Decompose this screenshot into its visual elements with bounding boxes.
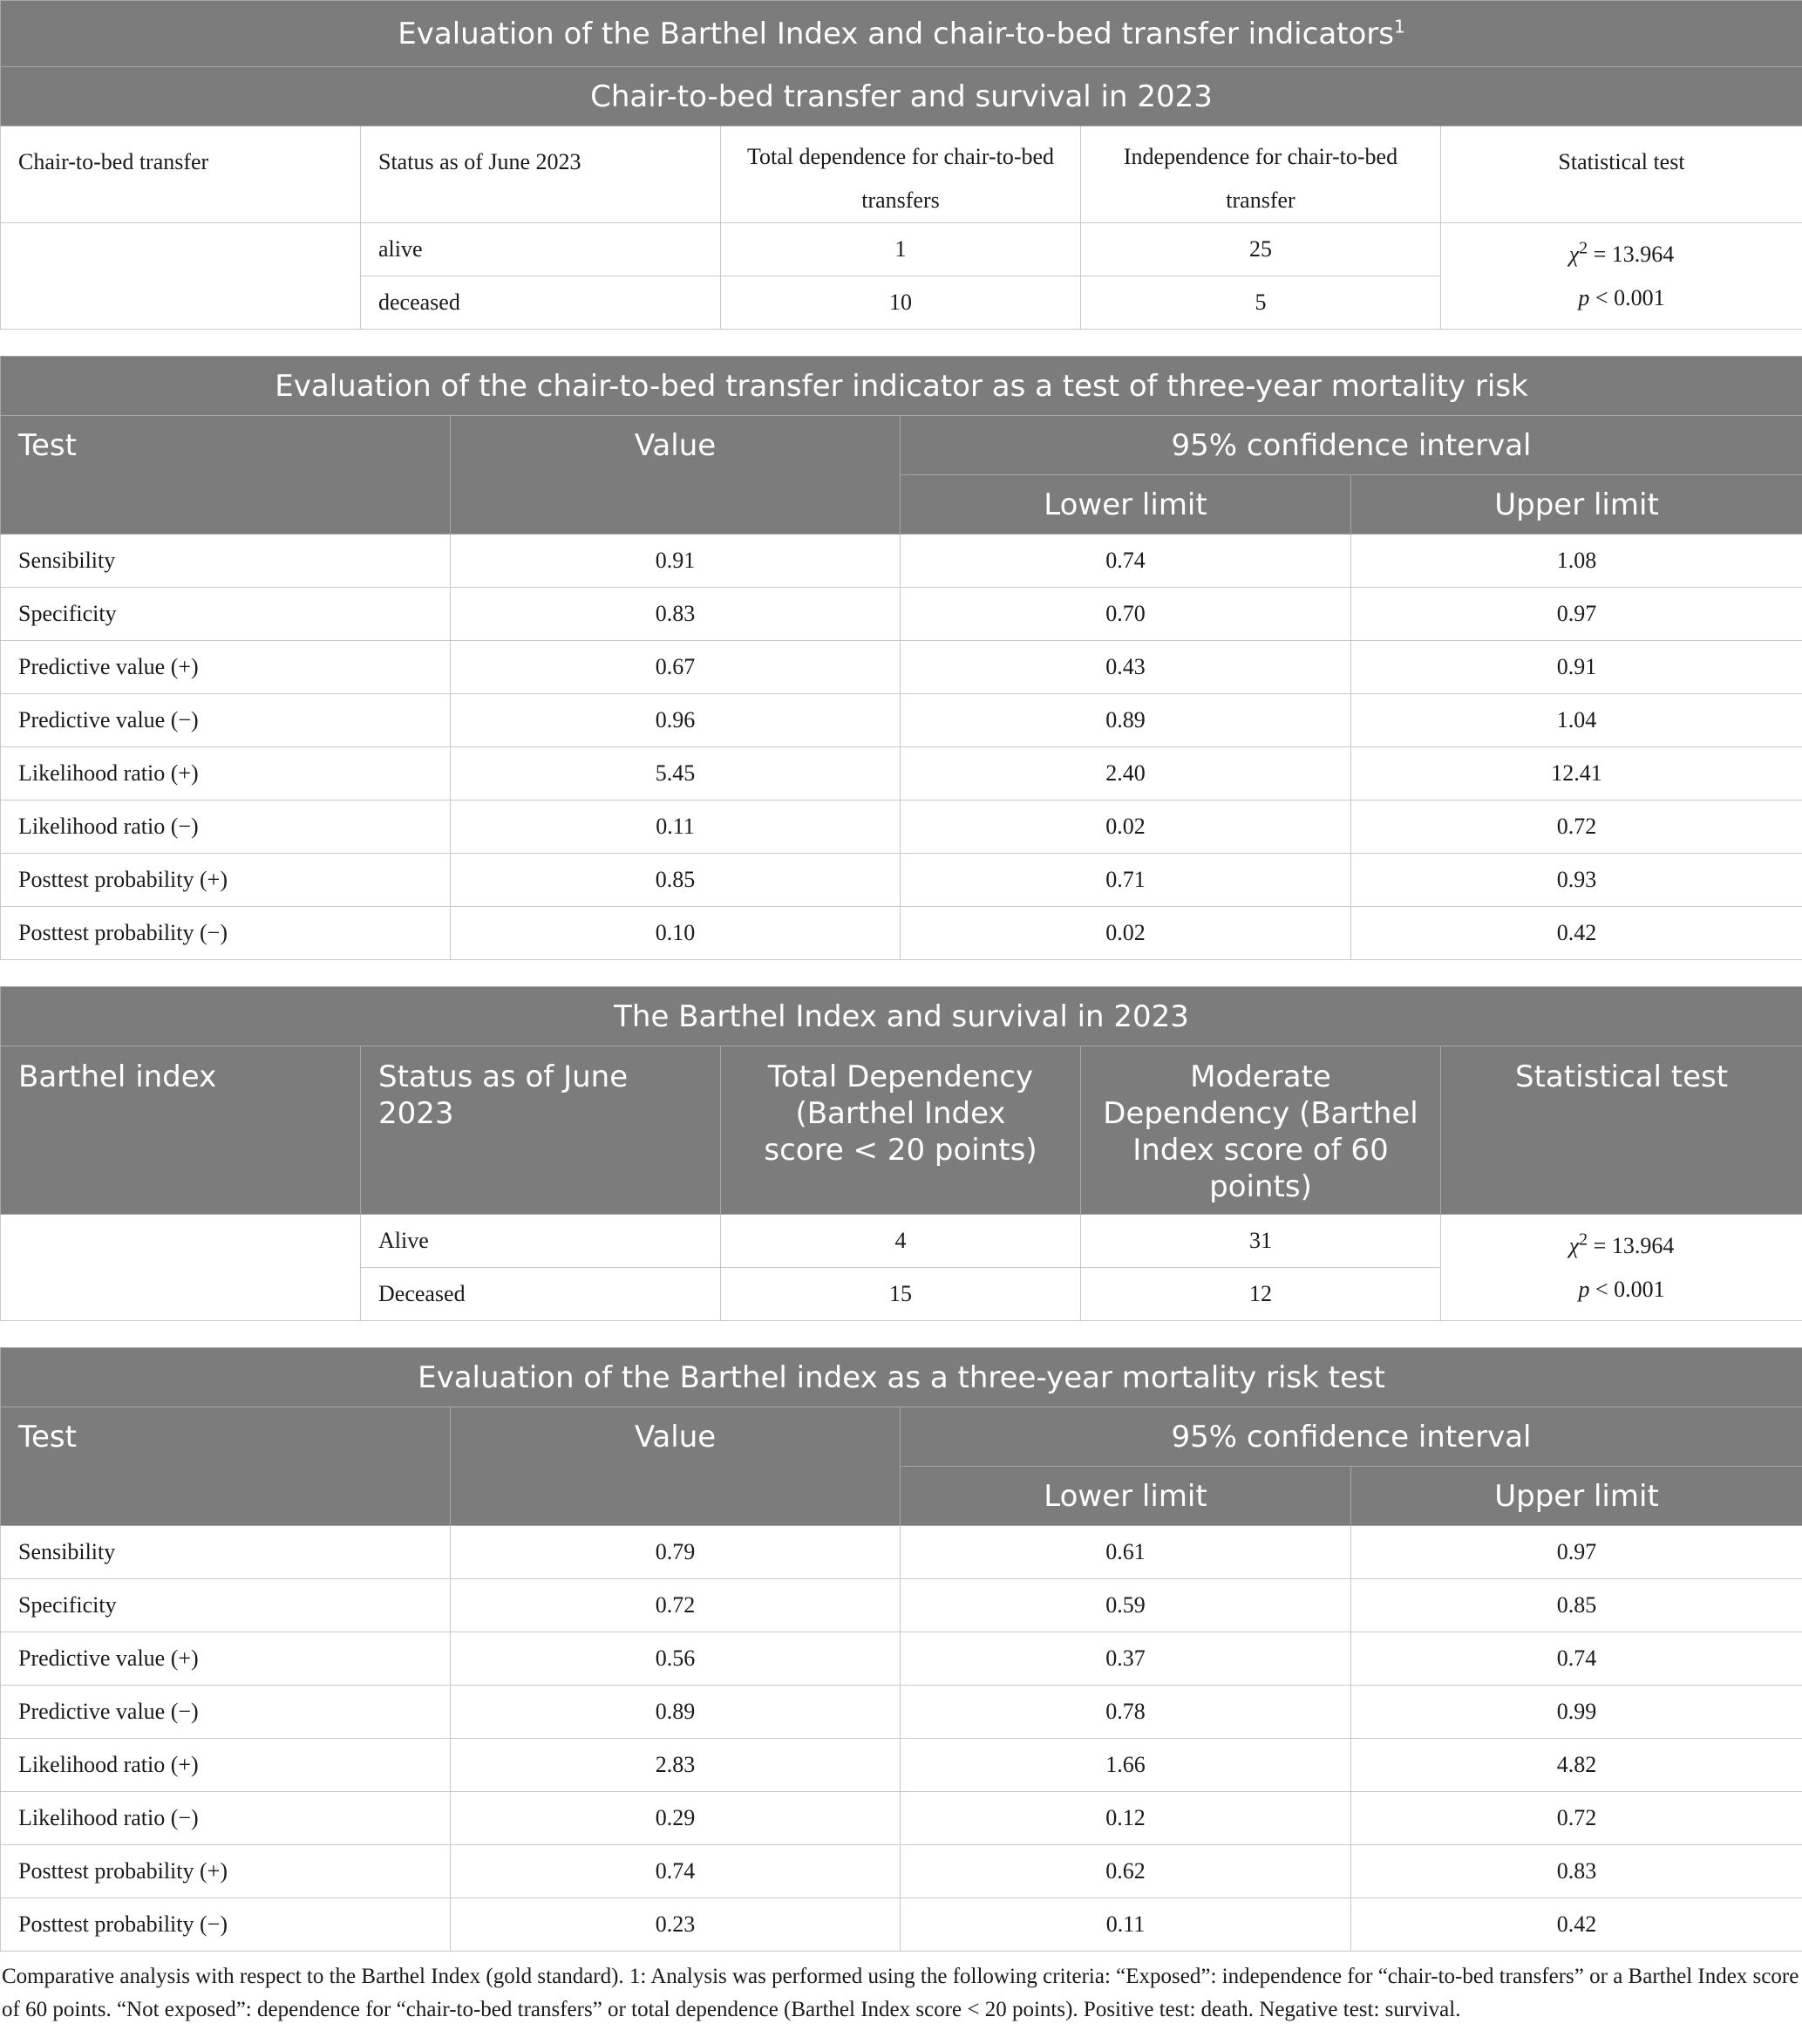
independence-cell: 25 bbox=[1081, 223, 1441, 276]
table-row bbox=[1, 588, 1802, 641]
col-header-lower-limit: Lower limit bbox=[901, 475, 1351, 535]
lower-limit-cell: 0.59 bbox=[901, 1579, 1351, 1632]
col-header-chair-transfer: Chair-to-bed transfer bbox=[1, 126, 361, 223]
value-cell: 0.74 bbox=[451, 1845, 901, 1898]
value-cell: 0.56 bbox=[451, 1632, 901, 1686]
upper-limit-cell: 0.72 bbox=[1351, 1792, 1802, 1845]
col-header-test: Test bbox=[1, 416, 451, 535]
value-cell: 0.23 bbox=[451, 1898, 901, 1952]
col-header-moderate-dependency: Moderate Dependency (Barthel Index score of 60 points) bbox=[1081, 1046, 1441, 1215]
test-name-cell: Predictive value (−) bbox=[1, 1686, 451, 1739]
upper-limit-cell: 0.42 bbox=[1351, 1898, 1802, 1952]
lower-limit-cell: 0.02 bbox=[901, 801, 1351, 854]
col-header-ci: 95% confidence interval bbox=[901, 1407, 1802, 1467]
upper-limit-cell: 0.85 bbox=[1351, 1579, 1802, 1632]
test-name-cell: Specificity bbox=[1, 588, 451, 641]
lower-limit-cell: 0.43 bbox=[901, 641, 1351, 694]
lower-limit-cell: 0.37 bbox=[901, 1632, 1351, 1686]
upper-limit-cell: 0.42 bbox=[1351, 907, 1802, 960]
upper-limit-cell: 0.97 bbox=[1351, 1526, 1802, 1579]
table-row bbox=[1, 641, 1802, 694]
lower-limit-cell: 0.61 bbox=[901, 1526, 1351, 1579]
lower-limit-cell: 0.02 bbox=[901, 907, 1351, 960]
table-row bbox=[1, 1898, 1802, 1952]
barthel-evaluation-table bbox=[0, 1347, 1802, 1952]
lower-limit-cell: 0.74 bbox=[901, 535, 1351, 588]
total-dependence-cell: 10 bbox=[721, 276, 1081, 330]
p-value-result: p < 0.001 bbox=[1578, 284, 1665, 310]
test-name-cell: Predictive value (+) bbox=[1, 641, 451, 694]
value-cell: 0.72 bbox=[451, 1579, 901, 1632]
value-cell: 0.67 bbox=[451, 641, 901, 694]
section2-title: Evaluation of the chair-to-bed transfer indicator as a test of three-year mortality risk bbox=[1, 357, 1802, 416]
value-cell: 0.91 bbox=[451, 535, 901, 588]
table-row bbox=[1, 854, 1802, 907]
table-footnote: Comparative analysis with respect to the Barthel Index (gold standard). 1: Analysis was performed using the following criteria: “Exposed”: independence for “chair-to-bed transfers” or a Barthel Index score of 60 points. “Not exposed”: dependence for “chair-to-bed transfers” or total dependence (Barthel Index score < 20 points). Positive test: death. Negative test: survival. bbox=[2, 1965, 1799, 2021]
value-cell: 0.79 bbox=[451, 1526, 901, 1579]
col-header-ci: 95% confidence interval bbox=[901, 416, 1802, 475]
lower-limit-cell: 0.11 bbox=[901, 1898, 1351, 1952]
value-cell: 0.11 bbox=[451, 801, 901, 854]
col-header-total-dependency: Total Dependency (Barthel Index score < 20 points) bbox=[721, 1046, 1081, 1215]
chair-transfer-survival-table bbox=[0, 0, 1802, 330]
table-row bbox=[1, 694, 1802, 747]
section-spacer bbox=[0, 960, 1802, 986]
test-name-cell: Likelihood ratio (+) bbox=[1, 747, 451, 801]
test-name-cell: Posttest probability (+) bbox=[1, 1845, 451, 1898]
test-name-cell: Likelihood ratio (−) bbox=[1, 1792, 451, 1845]
col-header-statistical-test: Statistical test bbox=[1441, 1046, 1802, 1215]
section4-rows bbox=[1, 1526, 1802, 1952]
section1-title: Chair-to-bed transfer and survival in 2023 bbox=[1, 67, 1802, 126]
value-cell: 2.83 bbox=[451, 1739, 901, 1792]
lower-limit-cell: 0.71 bbox=[901, 854, 1351, 907]
test-name-cell: Predictive value (−) bbox=[1, 694, 451, 747]
lower-limit-cell: 0.78 bbox=[901, 1686, 1351, 1739]
upper-limit-cell: 0.83 bbox=[1351, 1845, 1802, 1898]
upper-limit-cell: 0.72 bbox=[1351, 801, 1802, 854]
value-cell: 0.85 bbox=[451, 854, 901, 907]
upper-limit-cell: 0.99 bbox=[1351, 1686, 1802, 1739]
col-header-upper-limit: Upper limit bbox=[1351, 475, 1802, 535]
status-cell: alive bbox=[361, 223, 721, 276]
section-spacer bbox=[0, 1321, 1802, 1347]
lower-limit-cell: 2.40 bbox=[901, 747, 1351, 801]
test-name-cell: Predictive value (+) bbox=[1, 1632, 451, 1686]
table-row bbox=[1, 1632, 1802, 1686]
statistical-test-cell bbox=[1441, 223, 1802, 330]
empty-cell bbox=[1, 223, 361, 330]
barthel-survival-table bbox=[0, 986, 1802, 1321]
upper-limit-cell: 0.97 bbox=[1351, 588, 1802, 641]
table-row bbox=[1, 801, 1802, 854]
chi-square-result: $\chi^2 = 13.964$ bbox=[1568, 1229, 1675, 1258]
value-cell: 0.10 bbox=[451, 907, 901, 960]
value-cell: 0.96 bbox=[451, 694, 901, 747]
col-header-status: Status as of June 2023 bbox=[361, 126, 721, 223]
table-row bbox=[1, 1792, 1802, 1845]
upper-limit-cell: 1.04 bbox=[1351, 694, 1802, 747]
upper-limit-cell: 0.93 bbox=[1351, 854, 1802, 907]
value-cell: 0.29 bbox=[451, 1792, 901, 1845]
col-header-test: Test bbox=[1, 1407, 451, 1526]
p-value-result: p < 0.001 bbox=[1578, 1276, 1665, 1302]
empty-cell bbox=[1, 1215, 361, 1321]
moderate-dependency-cell: 31 bbox=[1081, 1215, 1441, 1268]
table-row bbox=[1, 1686, 1802, 1739]
table-row bbox=[1, 1526, 1802, 1579]
status-cell: Deceased bbox=[361, 1268, 721, 1321]
value-cell: 0.83 bbox=[451, 588, 901, 641]
table-row bbox=[1, 1579, 1802, 1632]
lower-limit-cell: 0.70 bbox=[901, 588, 1351, 641]
col-header-value: Value bbox=[451, 1407, 901, 1526]
col-header-total-dependence: Total dependence for chair-to-bed transfers bbox=[721, 126, 1081, 223]
test-name-cell: Posttest probability (−) bbox=[1, 1898, 451, 1952]
col-header-lower-limit: Lower limit bbox=[901, 1467, 1351, 1526]
test-name-cell: Sensibility bbox=[1, 1526, 451, 1579]
main-title-footnote-marker: 1 bbox=[1394, 16, 1405, 37]
test-name-cell: Likelihood ratio (−) bbox=[1, 801, 451, 854]
test-name-cell: Sensibility bbox=[1, 535, 451, 588]
section3-title: The Barthel Index and survival in 2023 bbox=[1, 987, 1802, 1046]
lower-limit-cell: 1.66 bbox=[901, 1739, 1351, 1792]
status-cell: Alive bbox=[361, 1215, 721, 1268]
table-row bbox=[1, 1845, 1802, 1898]
col-header-independence: Independence for chair-to-bed transfer bbox=[1081, 126, 1441, 223]
upper-limit-cell: 0.74 bbox=[1351, 1632, 1802, 1686]
col-header-upper-limit: Upper limit bbox=[1351, 1467, 1802, 1526]
independence-cell: 5 bbox=[1081, 276, 1441, 330]
total-dependency-cell: 15 bbox=[721, 1268, 1081, 1321]
lower-limit-cell: 0.89 bbox=[901, 694, 1351, 747]
table-row bbox=[1, 907, 1802, 960]
upper-limit-cell: 12.41 bbox=[1351, 747, 1802, 801]
statistical-test-cell bbox=[1441, 1215, 1802, 1321]
section4-title: Evaluation of the Barthel index as a three-year mortality risk test bbox=[1, 1348, 1802, 1407]
section2-rows bbox=[1, 535, 1802, 960]
value-cell: 0.89 bbox=[451, 1686, 901, 1739]
table-row bbox=[1, 747, 1802, 801]
upper-limit-cell: 0.91 bbox=[1351, 641, 1802, 694]
col-header-status: Status as of June 2023 bbox=[361, 1046, 721, 1215]
test-name-cell: Specificity bbox=[1, 1579, 451, 1632]
col-header-statistical-test: Statistical test bbox=[1441, 126, 1802, 223]
status-cell: deceased bbox=[361, 276, 721, 330]
upper-limit-cell: 4.82 bbox=[1351, 1739, 1802, 1792]
test-name-cell: Likelihood ratio (+) bbox=[1, 1739, 451, 1792]
table-row bbox=[1, 1739, 1802, 1792]
chi-square-result: $\chi^2 = 13.964$ bbox=[1568, 237, 1675, 267]
total-dependency-cell: 4 bbox=[721, 1215, 1081, 1268]
col-header-barthel-index: Barthel index bbox=[1, 1046, 361, 1215]
lower-limit-cell: 0.62 bbox=[901, 1845, 1351, 1898]
section-spacer bbox=[0, 330, 1802, 356]
col-header-value: Value bbox=[451, 416, 901, 535]
main-title-text: Evaluation of the Barthel Index and chair-to-bed transfer indicators bbox=[398, 16, 1394, 51]
lower-limit-cell: 0.12 bbox=[901, 1792, 1351, 1845]
total-dependence-cell: 1 bbox=[721, 223, 1081, 276]
main-title bbox=[1, 1, 1802, 67]
test-name-cell: Posttest probability (+) bbox=[1, 854, 451, 907]
upper-limit-cell: 1.08 bbox=[1351, 535, 1802, 588]
test-name-cell: Posttest probability (−) bbox=[1, 907, 451, 960]
value-cell: 5.45 bbox=[451, 747, 901, 801]
chair-transfer-evaluation-table bbox=[0, 356, 1802, 960]
moderate-dependency-cell: 12 bbox=[1081, 1268, 1441, 1321]
table-row bbox=[1, 535, 1802, 588]
